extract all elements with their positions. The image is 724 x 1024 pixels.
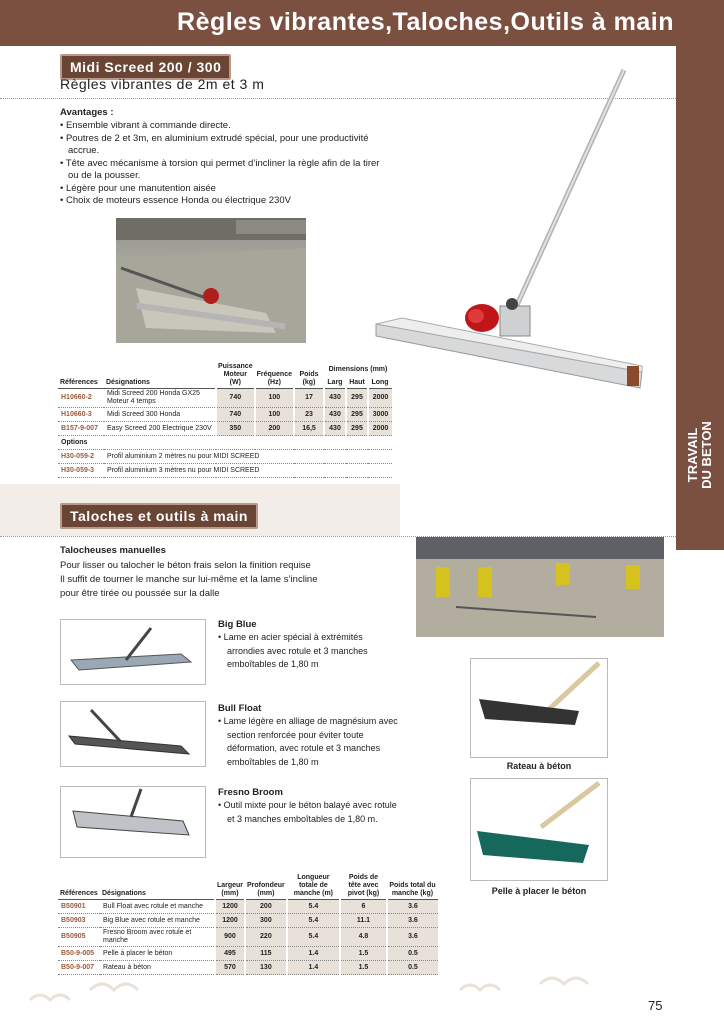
cell-depth: 220 xyxy=(245,928,287,947)
col-haut: Haut xyxy=(349,379,365,386)
cell-haut: 295 xyxy=(346,408,368,422)
shovel-caption: Pelle à placer le béton xyxy=(491,886,587,896)
cell-larg: 430 xyxy=(324,422,346,436)
cell-power: 740 xyxy=(216,389,255,408)
advantage-item: • Légère pour une manutention aisée xyxy=(60,183,380,196)
table-row xyxy=(58,947,438,961)
cell-haut: 295 xyxy=(346,389,368,408)
col-freq: Fréquence (Hz) xyxy=(256,371,292,386)
rake-image xyxy=(470,658,608,758)
cell-ref: B50903 xyxy=(58,914,100,928)
cell-des: Midi Screed 300 Honda xyxy=(104,408,216,422)
cell-length: 5.4 xyxy=(287,900,340,914)
col-larg: Larg xyxy=(327,379,343,386)
cell-head: 4.8 xyxy=(340,928,387,947)
cell-width: 1200 xyxy=(215,900,245,914)
cell-des: Bull Float avec rotule et manche xyxy=(100,900,215,914)
col-ref: Références xyxy=(60,379,98,386)
cell-larg: 430 xyxy=(324,389,346,408)
cell-width: 570 xyxy=(215,961,245,975)
advantage-item: • Tête avec mécanisme à torsion qui permet d’incliner la règle afin de la tirer ou de la pousser. xyxy=(60,158,380,183)
cell-ref: B50-9-005 xyxy=(58,947,100,961)
big-blue-title: Big Blue xyxy=(218,619,257,630)
text-line: pour être tirée ou poussée sur la dalle xyxy=(60,588,220,599)
cell-power: 350 xyxy=(216,422,255,436)
bull-float-title: Bull Float xyxy=(218,703,262,714)
table-row xyxy=(58,450,392,464)
page-number: 75 xyxy=(648,998,663,1013)
bullet-item: • Outil mixte pour le béton balayé avec rotule et 3 manches emboîtables de 1,80 m. xyxy=(218,799,398,826)
bullet-item: • Lame en acier spécial à extrémités arrondies avec rotule et 3 manches emboîtables de 1,80 m xyxy=(218,631,398,672)
col-head: Poids de tête avec pivot (kg) xyxy=(347,874,380,897)
options-row xyxy=(58,436,392,450)
cell-des: Profil aluminium 2 mètres nu pour MIDI SCREED xyxy=(104,450,392,464)
side-tab-line1: TRAVAIL xyxy=(685,427,700,483)
col-width: Largeur (mm) xyxy=(216,882,244,897)
fresno-broom-title: Fresno Broom xyxy=(218,787,283,798)
cell-head: 6 xyxy=(340,900,387,914)
rake-caption: Rateau à béton xyxy=(506,761,572,771)
col-ref: Références xyxy=(60,890,98,897)
cell-weight: 16,5 xyxy=(294,422,324,436)
birds-watermark xyxy=(0,960,700,1020)
cell-freq: 200 xyxy=(255,422,294,436)
midi-screed-product-image xyxy=(372,66,662,396)
cell-length: 1.4 xyxy=(287,961,340,975)
cell-length: 1.4 xyxy=(287,947,340,961)
cell-length: 5.4 xyxy=(287,928,340,947)
advantage-item: • Poutres de 2 et 3m, en aluminium extrudé spécial, pour une productivité accrue. xyxy=(60,133,380,158)
cell-ref: H30-059-3 xyxy=(58,464,104,478)
col-des: Désignations xyxy=(105,379,150,386)
bullet-item: • Lame légère en alliage de magnésium avec section renforcée pour éviter toute déformation, avec rotule et 3 manches emboîtables de 1,80 m xyxy=(218,715,398,769)
col-length: Longueur totale de manche (m) xyxy=(293,874,334,897)
cell-depth: 130 xyxy=(245,961,287,975)
col-dims: Dimensions (mm) xyxy=(328,365,388,373)
cell-long: 2000 xyxy=(368,422,392,436)
page-title: Règles vibrantes,Taloches,Outils à main xyxy=(177,8,674,36)
advantages-heading: Avantages : xyxy=(60,107,114,118)
cell-weight: 17 xyxy=(294,389,324,408)
talocheuses-text xyxy=(60,559,400,601)
col-power: Puissance Moteur (W) xyxy=(217,363,253,386)
options-label: Options xyxy=(58,436,392,450)
midi-table xyxy=(58,362,392,478)
cell-total: 0.5 xyxy=(387,961,438,975)
cell-larg: 430 xyxy=(324,408,346,422)
talocheuses-heading: Talocheuses manuelles xyxy=(60,545,166,556)
advantages-list xyxy=(60,120,380,208)
table-row xyxy=(58,928,438,947)
cell-width: 1200 xyxy=(215,914,245,928)
cell-head: 1.5 xyxy=(340,947,387,961)
cell-ref: B50-9-007 xyxy=(58,961,100,975)
cell-des: Easy Screed 200 Electrique 230V xyxy=(104,422,216,436)
cell-des: Rateau à béton xyxy=(100,961,215,975)
cell-des: Big Blue avec rotule et manche xyxy=(100,914,215,928)
cell-depth: 200 xyxy=(245,900,287,914)
big-blue-bullets xyxy=(218,631,398,672)
advantage-item: • Ensemble vibrant à commande directe. xyxy=(60,120,380,133)
cell-total: 3.6 xyxy=(387,928,438,947)
cell-head: 11.1 xyxy=(340,914,387,928)
cell-freq: 100 xyxy=(255,408,294,422)
fresno-broom-image xyxy=(60,786,206,858)
cell-head: 1.5 xyxy=(340,961,387,975)
big-blue-image xyxy=(60,619,206,685)
cell-width: 495 xyxy=(215,947,245,961)
col-weight: Poids (kg) xyxy=(299,371,319,386)
cell-ref: H10660-3 xyxy=(58,408,104,422)
table-row xyxy=(58,389,392,408)
cell-des: Pelle à placer le béton xyxy=(100,947,215,961)
cell-ref: H30-059-2 xyxy=(58,450,104,464)
taloches-title: Taloches et outils à main xyxy=(60,503,258,529)
cell-depth: 300 xyxy=(245,914,287,928)
cell-ref: H10660-2 xyxy=(58,389,104,408)
col-depth: Profondeur (mm) xyxy=(247,882,285,897)
midi-title: Midi Screed 200 / 300 xyxy=(60,54,231,80)
cell-total: 3.6 xyxy=(387,900,438,914)
cell-total: 3.6 xyxy=(387,914,438,928)
midi-subtitle: Règles vibrantes de 2m et 3 m xyxy=(60,76,265,92)
cell-freq: 100 xyxy=(255,389,294,408)
table-row xyxy=(58,408,392,422)
cell-haut: 295 xyxy=(346,422,368,436)
bull-float-bullets xyxy=(218,715,398,769)
shovel-image xyxy=(470,778,608,881)
table-row xyxy=(58,464,392,478)
col-long: Long xyxy=(371,379,389,386)
cell-length: 5.4 xyxy=(287,914,340,928)
text-line: Il suffit de tourner le manche sur lui-même et la lame s’incline xyxy=(60,574,318,585)
cell-ref: B157-9-007 xyxy=(58,422,104,436)
cell-long: 2000 xyxy=(368,389,392,408)
cell-power: 740 xyxy=(216,408,255,422)
fresno-broom-bullets xyxy=(218,799,398,826)
workers-photo xyxy=(416,537,664,637)
cell-total: 0.5 xyxy=(387,947,438,961)
cell-des: Midi Screed 200 Honda GX25 Moteur 4 temps xyxy=(104,389,216,408)
table-row xyxy=(58,900,438,914)
side-tab-label xyxy=(676,405,724,505)
table-row xyxy=(58,422,392,436)
cell-weight: 23 xyxy=(294,408,324,422)
cell-long: 3000 xyxy=(368,408,392,422)
cell-ref: B50901 xyxy=(58,900,100,914)
cell-ref: B50905 xyxy=(58,928,100,947)
text-line: Pour lisser ou talocher le béton frais selon la finition requise xyxy=(60,560,311,571)
side-tab-line2: DU BETON xyxy=(699,421,714,489)
cell-des: Profil aluminium 3 mètres nu pour MIDI SCREED xyxy=(104,464,392,478)
col-total: Poids total du manche (kg) xyxy=(389,882,436,897)
col-des: Désignations xyxy=(101,890,146,897)
bull-float-image xyxy=(60,701,206,767)
table-row xyxy=(58,914,438,928)
cell-des: Fresno Broom avec rotule et manche xyxy=(100,928,215,947)
cell-depth: 115 xyxy=(245,947,287,961)
advantage-item: • Choix de moteurs essence Honda ou électrique 230V xyxy=(60,195,380,208)
screed-site-photo xyxy=(116,218,306,343)
cell-width: 900 xyxy=(215,928,245,947)
